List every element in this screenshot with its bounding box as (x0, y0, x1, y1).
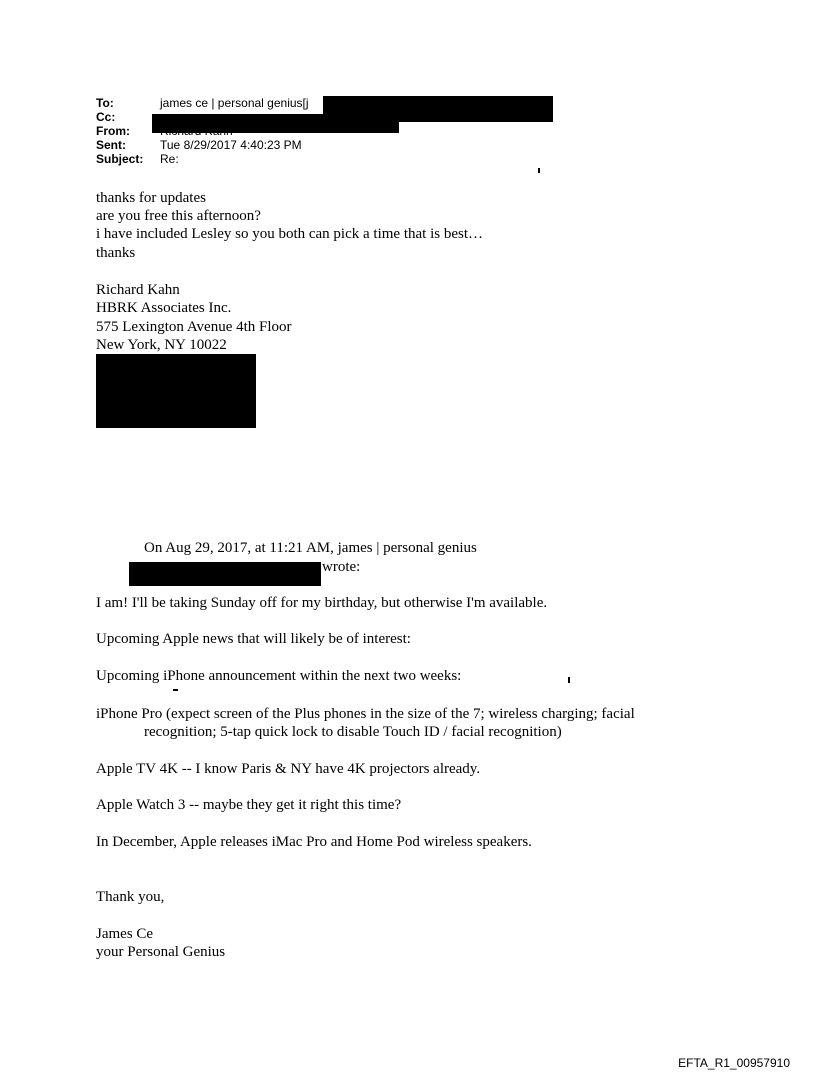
sent-value: Tue 8/29/2017 4:40:23 PM (160, 138, 302, 152)
subject-value: Re: (160, 152, 179, 166)
stray-mark (568, 677, 570, 683)
signature-city: New York, NY 10022 (96, 337, 227, 353)
to-value: james ce | personal genius[j (160, 96, 309, 110)
quote-closing: Thank you, (96, 889, 165, 905)
quote-attribution: On Aug 29, 2017, at 11:21 AM, james | personal genius (144, 540, 477, 556)
quote-paragraph: Apple TV 4K -- I know Paris & NY have 4K projectors already. (96, 761, 481, 777)
quote-paragraph: In December, Apple releases iMac Pro and Home Pod wireless speakers. (96, 834, 532, 850)
signature-address: 575 Lexington Avenue 4th Floor (96, 319, 292, 335)
reply-line: are you free this afternoon? (96, 208, 261, 224)
quote-paragraph-continued: recognition; 5-tap quick lock to disable Touch ID / facial recognition) (144, 724, 562, 740)
redaction-sender-email (129, 562, 321, 586)
quote-paragraph: I am! I'll be taking Sunday off for my birthday, but otherwise I'm available. (96, 595, 548, 611)
from-label: From: (96, 124, 130, 138)
quote-paragraph: Apple Watch 3 -- maybe they get it right this time? (96, 797, 402, 813)
signature-company: HBRK Associates Inc. (96, 300, 232, 316)
cc-label: Cc: (96, 110, 116, 124)
quote-sign-title: your Personal Genius (96, 944, 226, 960)
reply-line: i have included Lesley so you both can pick a time that is best… (96, 226, 483, 242)
quote-paragraph: iPhone Pro (expect screen of the Plus phones in the size of the 7; wireless charging; facial (96, 706, 635, 722)
redaction-signature-block (96, 354, 256, 428)
quote-sign-name: James Ce (96, 926, 154, 942)
stray-mark (538, 168, 540, 173)
quote-attribution-wrote: wrote: (322, 559, 361, 575)
quote-paragraph: Upcoming iPhone announcement within the next two weeks: (96, 668, 462, 684)
reply-line: thanks (96, 245, 136, 261)
reply-line: thanks for updates (96, 190, 206, 206)
subject-label: Subject: (96, 152, 144, 166)
sent-label: Sent: (96, 138, 126, 152)
stray-mark (173, 689, 178, 691)
quote-paragraph: Upcoming Apple news that will likely be of interest: (96, 631, 411, 647)
redaction-cc (152, 114, 399, 133)
to-label: To: (96, 96, 114, 110)
document-id: EFTA_R1_00957910 (678, 1056, 790, 1070)
signature-name: Richard Kahn (96, 282, 180, 298)
